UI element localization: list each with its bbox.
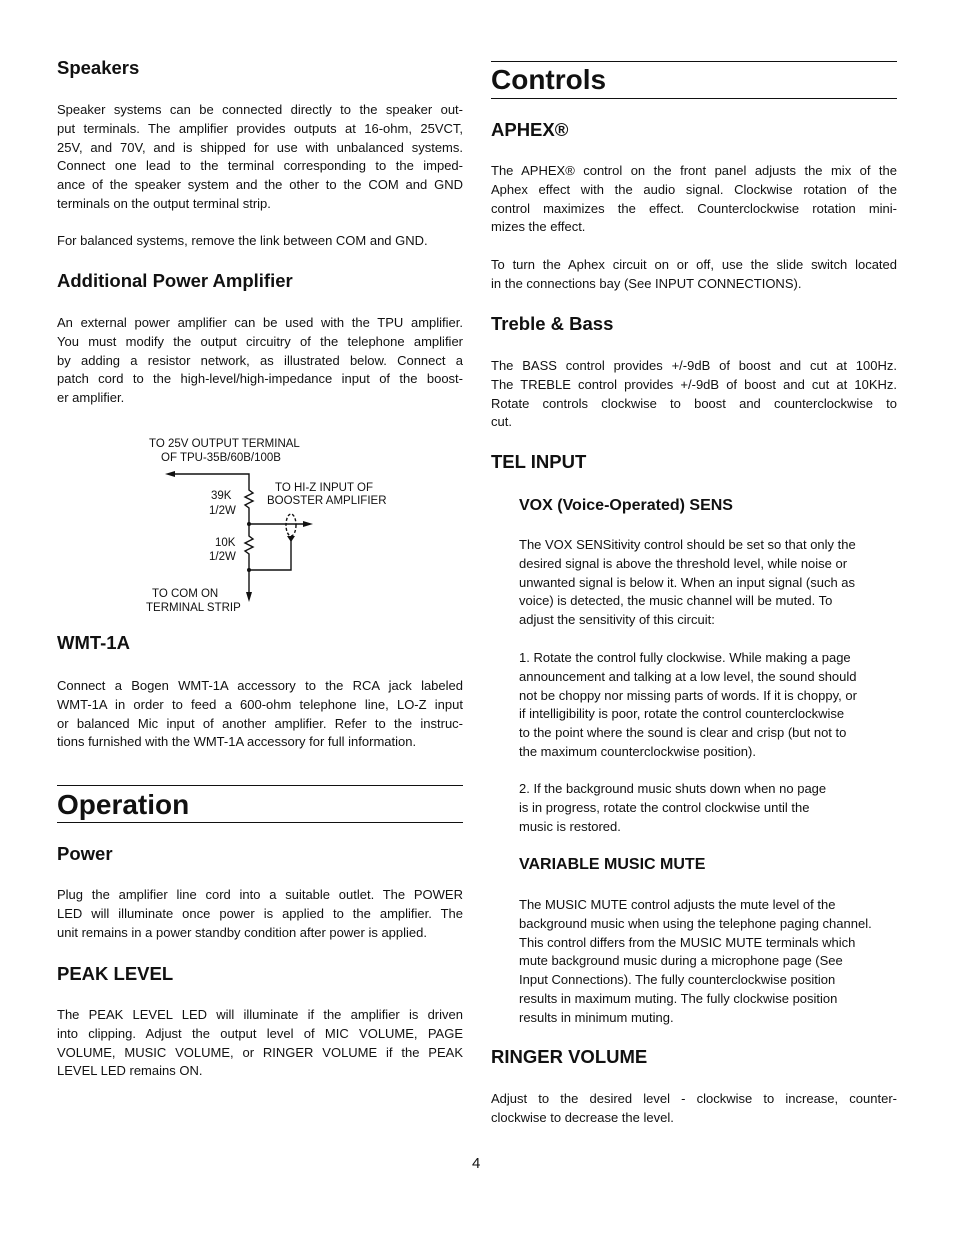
text-line: background music when using the telephone paging channel. xyxy=(519,915,872,931)
text-line: The MUSIC MUTE control adjusts the mute level of the xyxy=(519,897,836,912)
wmt-paragraph xyxy=(57,677,463,752)
section-heading-tel-input: TEL INPUT xyxy=(491,451,587,472)
section-heading-peak-level: PEAK LEVEL xyxy=(57,963,174,984)
text-line: LEVEL LED remains ON. xyxy=(57,1063,203,1079)
text-line: This control differs from the MUSIC MUTE terminals which xyxy=(519,934,856,950)
peak-level-paragraph xyxy=(57,1006,463,1081)
text-line: 2. If the background music shuts down when no page xyxy=(519,781,827,796)
text-line: into clipping. Adjust the output level of MIC VOLUME, PAGE xyxy=(57,1025,463,1041)
arrow-right-icon xyxy=(303,521,313,527)
diagram-bottom-label-2: TERMINAL STRIP xyxy=(146,602,241,614)
text-line: mute background music during a microphone page (See xyxy=(519,953,843,969)
arrow-left-icon xyxy=(165,471,175,477)
resistor-39k-label: 39K xyxy=(211,490,232,502)
text-line: 1. Rotate the control fully clockwise. While making a page xyxy=(519,650,851,665)
text-line: if intelligibility is poor, rotate the control counterclockwise xyxy=(519,706,845,722)
resistor-network-diagram xyxy=(130,425,410,625)
subheading-vox-sens: VOX (Voice-Operated) SENS xyxy=(519,497,733,514)
text-line: Rotate controls clockwise to boost and counterclockwise to xyxy=(491,395,897,411)
section-heading-wmt-1a: WMT-1A xyxy=(57,632,130,653)
text-line: VOLUME, MUSIC VOLUME, or RINGER VOLUME if the PEAK xyxy=(57,1044,463,1060)
text-line: For balanced systems, remove the link between COM and GND. xyxy=(57,233,428,248)
diagram-top-label-1: TO 25V OUTPUT TERMINAL xyxy=(149,438,300,450)
text-line: control maximizes the effect. Counterclockwise rotation mini- xyxy=(491,200,897,216)
text-line: unwanted signal is below it. When an input signal (such as xyxy=(519,574,856,590)
text-line: terminals on the output terminal strip. xyxy=(57,195,271,211)
text-line: LED will illuminate once power is applied to the amplifier. The xyxy=(57,905,463,921)
text-line: The TREBLE control provides +/-9dB of boost and cut at 10KHz. xyxy=(491,376,897,392)
text-line: patch cord to the high-level/high-impedance input of the boost- xyxy=(57,371,463,387)
text-line: An external power amplifier can be used with the TPU amplifier. xyxy=(57,315,463,330)
text-line: in the connections bay (See INPUT CONNECTIONS). xyxy=(491,275,802,291)
speakers-paragraph-2 xyxy=(57,232,463,251)
text-line: Adjust to the desired level - clockwise to increase, counter- xyxy=(491,1091,897,1106)
junction-dot xyxy=(247,568,251,572)
speakers-paragraph-1 xyxy=(57,101,463,214)
divider xyxy=(57,785,463,786)
text-line: Speaker systems can be connected directly to the speaker out- xyxy=(57,102,463,117)
text-line: Connect a Bogen WMT-1A accessory to the RCA jack labeled xyxy=(57,678,463,693)
aphex-paragraph-1 xyxy=(491,162,897,237)
text-line: adjust the sensitivity of this circuit: xyxy=(519,612,715,627)
text-line: voice) is detected, the music channel will be muted. To xyxy=(519,593,833,609)
text-line: announcement and talking at a low level, the sound should xyxy=(519,668,857,684)
text-line: 25V, and 70V, and is shipped for use with unbalanced systems. xyxy=(57,139,463,155)
text-line: put terminals. The amplifier provides outputs at 16-ohm, 25VCT, xyxy=(57,120,463,136)
divider xyxy=(491,98,897,99)
additional-amplifier-paragraph xyxy=(57,314,463,408)
text-line: To turn the Aphex circuit on or off, use the slide switch located xyxy=(491,257,897,272)
connector-arrow-icon xyxy=(287,536,295,542)
text-line: results in maximum muting. The fully clockwise position xyxy=(519,990,838,1006)
text-line: ance of the speaker system and the other to the COM and GND xyxy=(57,177,463,192)
text-line: The APHEX® control on the front panel adjusts the mix of the xyxy=(491,163,897,178)
vox-paragraph-2 xyxy=(519,649,901,762)
power-paragraph xyxy=(57,886,463,942)
vox-paragraph-3 xyxy=(519,780,901,836)
text-line: Input Connections). The fully counterclockwise position xyxy=(519,972,836,987)
section-heading-treble-bass: Treble & Bass xyxy=(491,313,614,334)
section-heading-ringer-volume: RINGER VOLUME xyxy=(491,1046,648,1067)
text-line: by adding a resistor network, as illustrated below. Connect a xyxy=(57,352,463,368)
text-line: Connect one lead to the terminal corresponding to the imped- xyxy=(57,158,463,174)
resistor-39k-watt-label: 1/2W xyxy=(209,505,236,517)
text-line: You must modify the output circuitry of the telephone amplifier xyxy=(57,333,463,349)
diagram-right-label-2: BOOSTER AMPLIFIER xyxy=(267,495,387,507)
text-line: the maximum counterclockwise position). xyxy=(519,743,756,759)
text-line: mizes the effect. xyxy=(491,219,586,235)
aphex-paragraph-2 xyxy=(491,256,897,294)
page-section-title-controls: Controls xyxy=(491,64,607,95)
text-line: not be choppy nor missing parts of words. If it is choppy, or xyxy=(519,687,857,703)
text-line: results in minimum muting. xyxy=(519,1009,674,1025)
page-number: 4 xyxy=(472,1155,481,1172)
text-line: to the point where the sound is clear and crisp (but not to xyxy=(519,725,847,740)
text-line: Plug the amplifier line cord into a suitable outlet. The POWER xyxy=(57,887,463,902)
divider xyxy=(57,822,463,823)
text-line: clockwise to decrease the level. xyxy=(491,1109,674,1125)
vox-paragraph-1 xyxy=(519,536,901,630)
page-section-title-operation: Operation xyxy=(57,789,190,820)
text-line: er amplifier. xyxy=(57,390,125,405)
diagram-bottom-label-1: TO COM ON xyxy=(152,588,219,600)
diagram-right-label-1: TO HI-Z INPUT OF xyxy=(275,482,373,494)
text-line: music is restored. xyxy=(519,818,621,834)
section-heading-additional-power-amplifier: Additional Power Amplifier xyxy=(57,270,293,291)
text-line: or balanced Mic input of another amplifier. Refer to the instruc- xyxy=(57,715,463,731)
text-line: Aphex effect with the audio signal. Clockwise rotation of the xyxy=(491,181,897,197)
treble-bass-paragraph xyxy=(491,357,897,432)
section-heading-aphex: APHEX® xyxy=(491,119,569,140)
text-line: WMT-1A in order to feed a 600-ohm telephone line, LO-Z input xyxy=(57,696,463,712)
text-line: is in progress, rotate the control clockwise until the xyxy=(519,799,810,815)
text-line: cut. xyxy=(491,414,512,430)
arrow-down-icon xyxy=(246,592,252,602)
music-mute-paragraph xyxy=(519,896,901,1027)
diagram-top-label-2: OF TPU-35B/60B/100B xyxy=(161,452,281,464)
text-line: unit remains in a power standby condition after power is applied. xyxy=(57,924,427,940)
text-line: tions furnished with the WMT-1A accessory for full information. xyxy=(57,734,417,750)
section-heading-speakers: Speakers xyxy=(57,57,140,78)
section-heading-power: Power xyxy=(57,843,113,864)
junction-dot xyxy=(247,522,251,526)
divider xyxy=(491,61,897,62)
ringer-volume-paragraph xyxy=(491,1090,897,1128)
resistor-10k-watt-label: 1/2W xyxy=(209,551,236,563)
text-line: desired signal is above the threshold level, while noise or xyxy=(519,555,848,571)
text-line: The PEAK LEVEL LED will illuminate if the amplifier is driven xyxy=(57,1007,463,1022)
text-line: The BASS control provides +/-9dB of boost and cut at 100Hz. xyxy=(491,358,897,373)
text-line: The VOX SENSitivity control should be set so that only the xyxy=(519,537,856,552)
resistor-10k-label: 10K xyxy=(215,537,236,549)
subheading-variable-music-mute: VARIABLE MUSIC MUTE xyxy=(519,856,706,873)
